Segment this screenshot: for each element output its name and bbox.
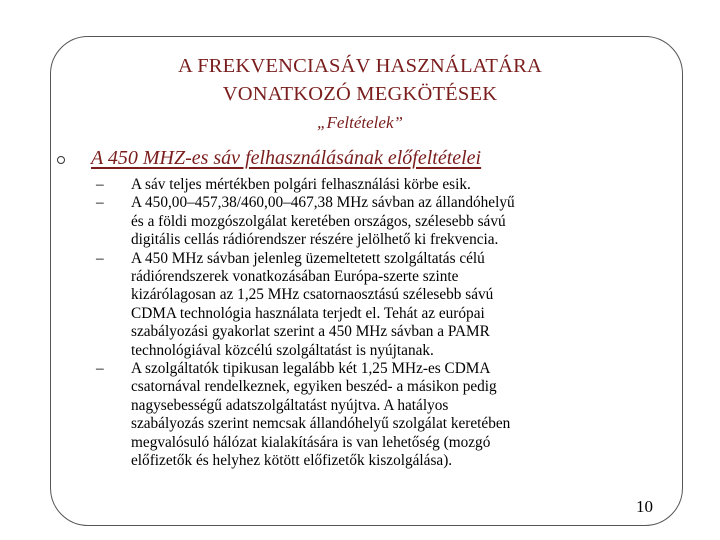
text-line: digitális cellás rádiórendszer részére jelölhető ki frekvencia. (131, 231, 499, 249)
text-line: kizárólagosan az 1,25 MHz csatornaosztású szélesebb sávú (131, 286, 494, 304)
text-line: A sáv teljes mértékben polgári felhasználási körbe esik. (131, 176, 471, 193)
text-line: CDMA technológia használata terjedt el. Tehát az európai (131, 304, 485, 322)
dash-marker: – (96, 360, 104, 378)
sub-bullet-item (96, 176, 656, 194)
slide-subtitle: „Feltételek” (317, 113, 403, 132)
sub-bullet-text (131, 250, 656, 360)
text-line: rádiórendszerek vonatkozásában Európa-szerte szinte (131, 268, 459, 286)
dash-marker: – (96, 194, 104, 212)
bullet-icon (57, 156, 65, 164)
text-line: előfizetők és helyhez kötött előfizetők kiszolgálása). (131, 452, 453, 470)
sub-bullet-text (131, 176, 656, 194)
title-line-2: VONATKOZÓ MEGKÖTÉSEK (222, 83, 498, 105)
dash-marker: – (96, 176, 104, 193)
sub-bullet-text (131, 360, 656, 470)
sub-bullet-item (96, 360, 656, 470)
page-number: 10 (636, 497, 653, 516)
main-bullet (57, 147, 481, 170)
slide-title (0, 52, 720, 108)
main-bullet-text: A 450 MHZ-es sáv felhasználásának előfeltételei (91, 147, 482, 169)
text-line: megvalósuló hálózat kialakítására is van lehetőség (mozgó (131, 433, 491, 451)
text-line: és a földi mozgószolgálat keretében országos, szélesebb sávú (131, 212, 506, 230)
text-line: szabályozás szerint nemcsak állandóhelyű szolgálat keretében (131, 415, 511, 433)
sub-bullet-list (96, 176, 656, 471)
title-line-1: A FREKVENCIASÁV HASZNÁLATÁRA (178, 55, 542, 77)
sub-bullet-item (96, 250, 656, 360)
text-line: szabályozási gyakorlat szerint a 450 MHz sávban a PAMR (131, 323, 490, 341)
dash-marker: – (96, 249, 104, 267)
text-line: A 450 MHz sávban jelenleg üzemeltetett szolgáltatás célú (131, 249, 485, 267)
text-line: A szolgáltatók tipikusan legalább két 1,25 MHz-es CDMA (131, 360, 491, 378)
text-line: nagysebességű adatszolgáltatást nyújtva. A hatályos (131, 396, 449, 414)
text-line: technológiával közcélú szolgáltatást is nyújtanak. (131, 341, 434, 359)
text-line: csatornával rendelkeznek, egyiken beszéd- a másikon pedig (131, 378, 497, 396)
sub-bullet-text (131, 194, 656, 249)
sub-bullet-item (96, 194, 656, 249)
text-line: A 450,00–457,38/460,00–467,38 MHz sávban az állandóhelyű (131, 194, 515, 212)
